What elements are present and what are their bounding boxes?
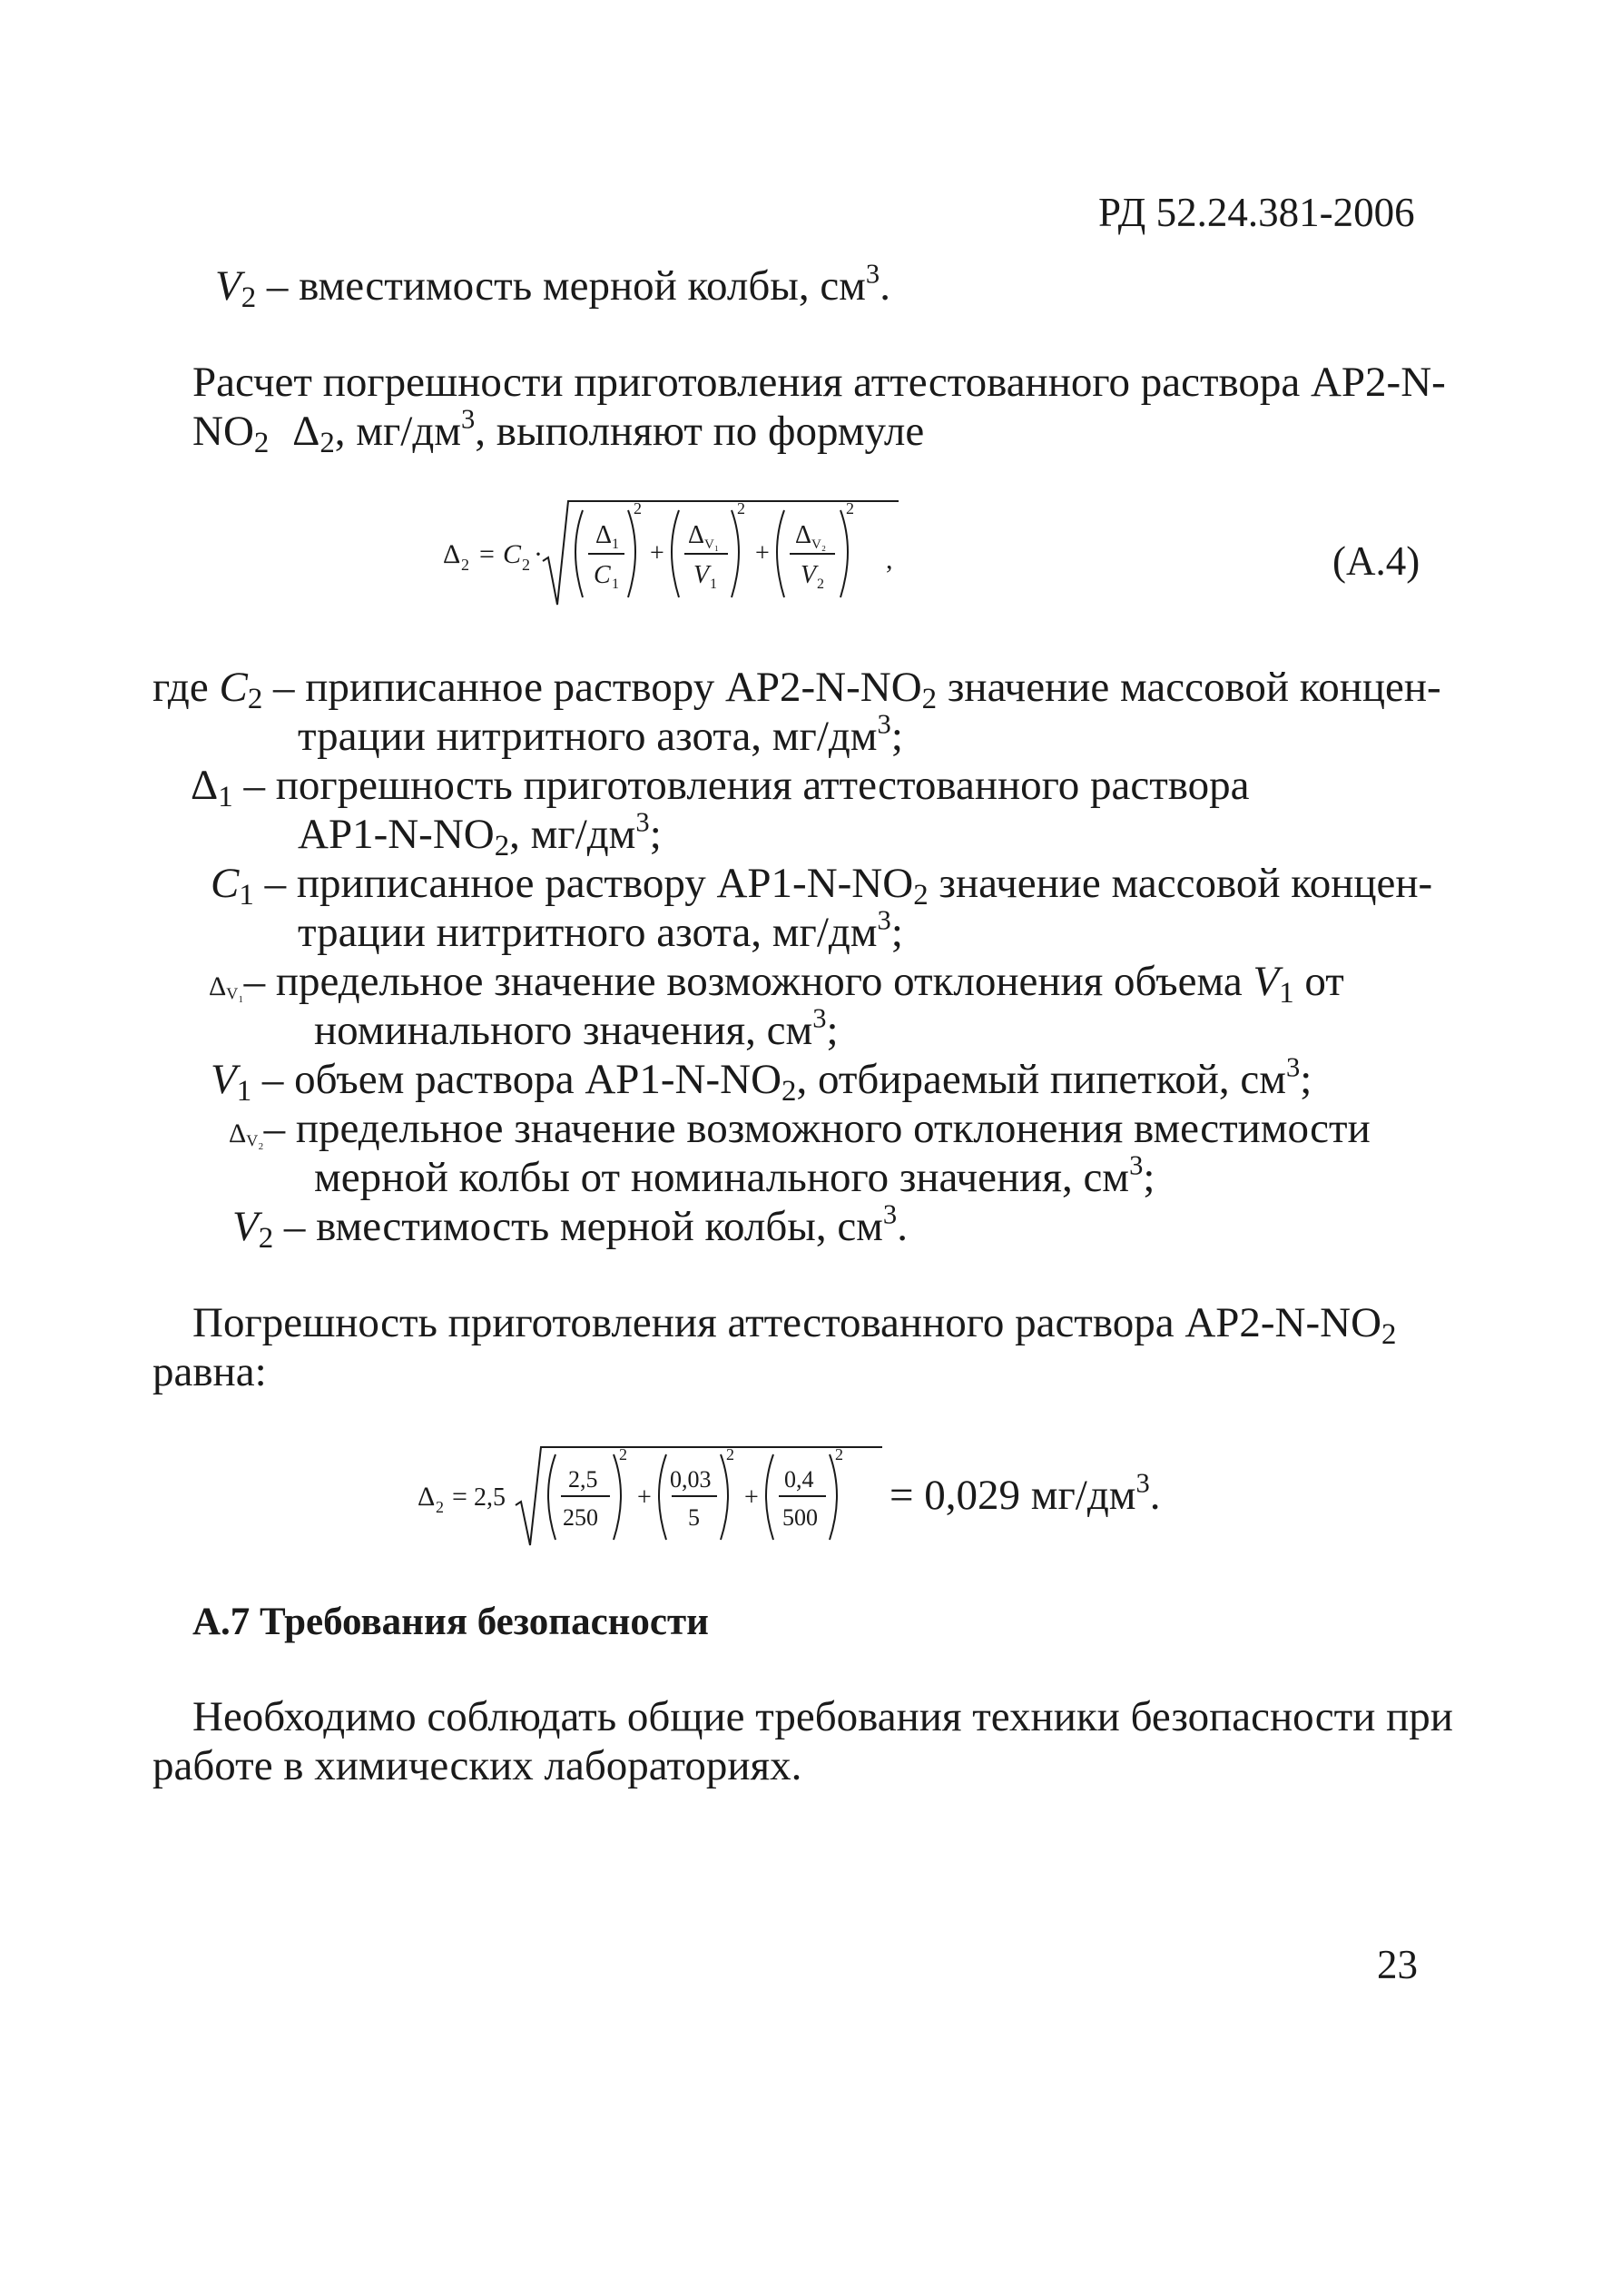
where-c1-sub: 1: [239, 879, 254, 912]
para1-unit: , мг/дм: [334, 408, 462, 455]
fn-coef: 2,5: [474, 1483, 506, 1512]
fa4-t2-den: V: [693, 561, 710, 589]
where-dv2-sym: Δ: [229, 1118, 247, 1148]
formula-a4: [436, 490, 944, 622]
where-c1-line2-sup: 3: [877, 904, 891, 936]
where-item-dv2-line2: [314, 1149, 1155, 1201]
where-item-dv1-line1: [209, 958, 1344, 1010]
fn-t1-den: 250: [563, 1504, 598, 1531]
fn-result: = 0,029 мг/дм: [890, 1472, 1136, 1519]
where-item-c2-line2: [298, 708, 903, 760]
fn-t1-num: 2,5: [568, 1466, 598, 1493]
page-number: 23: [1377, 1942, 1418, 1987]
document-code: РД 52.24.381-2006: [1098, 190, 1415, 235]
fa4-t2-num-sub: V₁: [704, 537, 720, 552]
where-d1-line2-unit: , мг/дм: [509, 811, 636, 858]
where-c2-text-end: значение массовой концен-: [937, 664, 1441, 711]
where-d1-sym: Δ: [191, 762, 219, 809]
where-item-dv2-line1: [229, 1105, 1371, 1152]
para1-no-sub: 2: [253, 427, 270, 460]
fa4-plus2: +: [755, 539, 770, 567]
fa4-lhs: Δ: [443, 539, 461, 569]
fa4-plus1: +: [650, 539, 664, 567]
where-item-v1-line1: [211, 1051, 1312, 1109]
where-c2-sym: C: [219, 664, 248, 711]
where-v2-text: – вместимость мерной колбы, см: [273, 1203, 883, 1250]
where-item-d1-line1: [191, 762, 1250, 814]
where-dv1-sym: Δ: [209, 971, 227, 1001]
section-line2: работе в химических лабораториях.: [152, 1742, 802, 1789]
formula-numeric-result: [890, 1467, 1161, 1519]
where-dv1-v: V: [1253, 958, 1280, 1005]
intro-line: [215, 258, 890, 315]
where-d1-line2-end: ;: [649, 811, 662, 858]
para1-delta-sub: 2: [319, 427, 335, 460]
para1-tail: , выполняют по формуле: [475, 408, 925, 455]
where-c2-sub: 2: [247, 683, 263, 716]
where-c1-line2-end: ;: [890, 909, 903, 956]
fa4-dot: ·: [534, 539, 543, 569]
equation-number: (А.4): [1332, 538, 1420, 584]
fa4-t2-den-sub: 1: [710, 576, 717, 592]
where-item-d1-line2: [298, 806, 662, 863]
fn-lhs-sub: 2: [436, 1498, 444, 1516]
fn-result-sup: 3: [1135, 1467, 1150, 1499]
where-v1-text-end: , отбираемый пипеткой, см: [796, 1056, 1286, 1103]
section-line1: Необходимо соблюдать общие требования техники безопасности при: [192, 1693, 1453, 1740]
fn-plus2: +: [744, 1483, 759, 1512]
where-item-v2-line1: [232, 1198, 908, 1256]
fn-lhs: Δ: [418, 1482, 436, 1512]
where-dv2-line2-text: мерной колбы от номинального значения, см: [314, 1154, 1130, 1201]
fa4-c-sub: 2: [522, 556, 530, 574]
where-v2-sub: 2: [258, 1222, 274, 1256]
fn-pow3: 2: [835, 1445, 843, 1463]
where-dv1-line2-sup: 3: [812, 1002, 827, 1034]
fa4-pow2: 2: [737, 499, 745, 517]
where-item-c1-line1: [211, 860, 1433, 912]
where-dv2-line2-sup: 3: [1129, 1149, 1144, 1181]
fn-result-end: .: [1149, 1472, 1161, 1519]
where-c2-line2-sup: 3: [877, 708, 891, 740]
where-dv1-text: – предельное значение возможного отклонения объема: [243, 958, 1253, 1005]
where-dv1-sub: V₁: [226, 984, 244, 1003]
para2-text-sub: 2: [1381, 1318, 1397, 1352]
where-c2-line2-text: трации нитритного азота, мг/дм: [298, 713, 878, 760]
fa4-t1-den-sub: 1: [612, 576, 619, 592]
fa4-pow3: 2: [846, 499, 854, 517]
where-item-dv1-line2: [314, 1002, 839, 1054]
where-c1-sym: C: [211, 860, 240, 907]
section-heading: А.7 Требования безопасности: [192, 1601, 709, 1643]
where-dv2-text: – предельное значение возможного отклонения вместимости: [263, 1105, 1371, 1152]
fn-t2-num: 0,03: [670, 1466, 712, 1493]
fa4-eq: =: [479, 539, 495, 569]
where-v1-sup: 3: [1285, 1051, 1301, 1083]
fa4-lhs-sub: 2: [461, 556, 469, 574]
where-d1-line2-sup: 3: [635, 806, 650, 838]
where-v2-end: .: [897, 1203, 908, 1250]
where-d1-text: – погрешность приготовления аттестованного раствора: [232, 762, 1250, 809]
fa4-pow1: 2: [634, 499, 642, 517]
fn-t3-den: 500: [782, 1504, 818, 1531]
intro-symbol: V: [215, 262, 241, 310]
intro-end: .: [880, 262, 890, 310]
where-v1-text: – объем раствора АР1-N-NO: [251, 1056, 782, 1103]
fn-plus1: +: [637, 1483, 652, 1512]
where-v1-sub: 1: [236, 1075, 252, 1109]
where-v1-text-sub: 2: [781, 1075, 797, 1109]
fn-t2-den: 5: [688, 1504, 700, 1531]
fn-eq: =: [452, 1482, 467, 1512]
fa4-t3-den: V: [801, 561, 817, 589]
fn-pow1: 2: [619, 1445, 627, 1463]
where-c2-text-sub: 2: [921, 683, 938, 716]
where-dv1-end: от: [1293, 958, 1344, 1005]
where-item-c2-line1: [152, 664, 1441, 716]
fa4-t3-num: Δ: [795, 521, 812, 549]
intro-text: – вместимость мерной колбы, см: [256, 262, 866, 310]
where-c1-text-sub: 2: [913, 879, 929, 912]
fa4-t1-den: C: [594, 561, 611, 589]
para1-line2: [192, 403, 925, 460]
where-v2-sym: V: [232, 1203, 259, 1250]
where-d1-sub: 1: [218, 781, 233, 814]
fa4-t3-num-sub: V₂: [811, 537, 827, 552]
fn-t3-num: 0,4: [784, 1466, 814, 1493]
para1-no: NO: [192, 408, 254, 455]
where-v1-end: ;: [1300, 1056, 1312, 1103]
where-dv1-v-sub: 1: [1279, 977, 1294, 1010]
where-c2-text: – приписанное раствору АР2-N-NO: [262, 664, 922, 711]
where-dv1-line2-end: ;: [826, 1007, 839, 1054]
fa4-comma: ,: [886, 545, 893, 575]
where-dv2-sub: V₂: [246, 1131, 264, 1150]
where-dv1-line2-text: номинального значения, см: [314, 1007, 813, 1054]
para1-line1: Расчет погрешности приготовления аттестованного раствора АР2-N-: [192, 359, 1446, 406]
fa4-t3-den-sub: 2: [817, 576, 824, 592]
fa4-t1-num: Δ: [595, 521, 613, 549]
fn-pow2: 2: [726, 1445, 734, 1463]
fa4-t2-num: Δ: [688, 521, 705, 549]
intro-sup: 3: [865, 258, 880, 290]
where-c1-line2-text: трации нитритного азота, мг/дм: [298, 909, 878, 956]
fa4-t1-num-sub: 1: [612, 537, 619, 552]
para2-line1: [192, 1299, 1397, 1352]
where-dv2-line2-end: ;: [1143, 1154, 1155, 1201]
where-c1-text-end: значение массовой концен-: [928, 860, 1433, 907]
where-c2-line2-end: ;: [890, 713, 903, 760]
where-v2-sup: 3: [882, 1198, 898, 1230]
where-d1-line2-text: АР1-N-NO: [298, 811, 495, 858]
where-lead: где: [152, 664, 209, 711]
where-item-c1-line2: [298, 904, 903, 956]
para2-text: Погрешность приготовления аттестованного раствора АР2-N-NO: [192, 1299, 1382, 1346]
intro-symbol-sub: 2: [241, 281, 257, 315]
para1-delta: Δ: [292, 408, 320, 455]
para2-line2: равна:: [152, 1348, 267, 1395]
where-v1-sym: V: [211, 1056, 237, 1103]
where-c1-text: – приписанное раствору АР1-N-NO: [253, 860, 914, 907]
where-d1-line2-sub: 2: [494, 830, 510, 863]
para1-unit-sup: 3: [461, 403, 476, 435]
fa4-c: C: [503, 539, 522, 569]
